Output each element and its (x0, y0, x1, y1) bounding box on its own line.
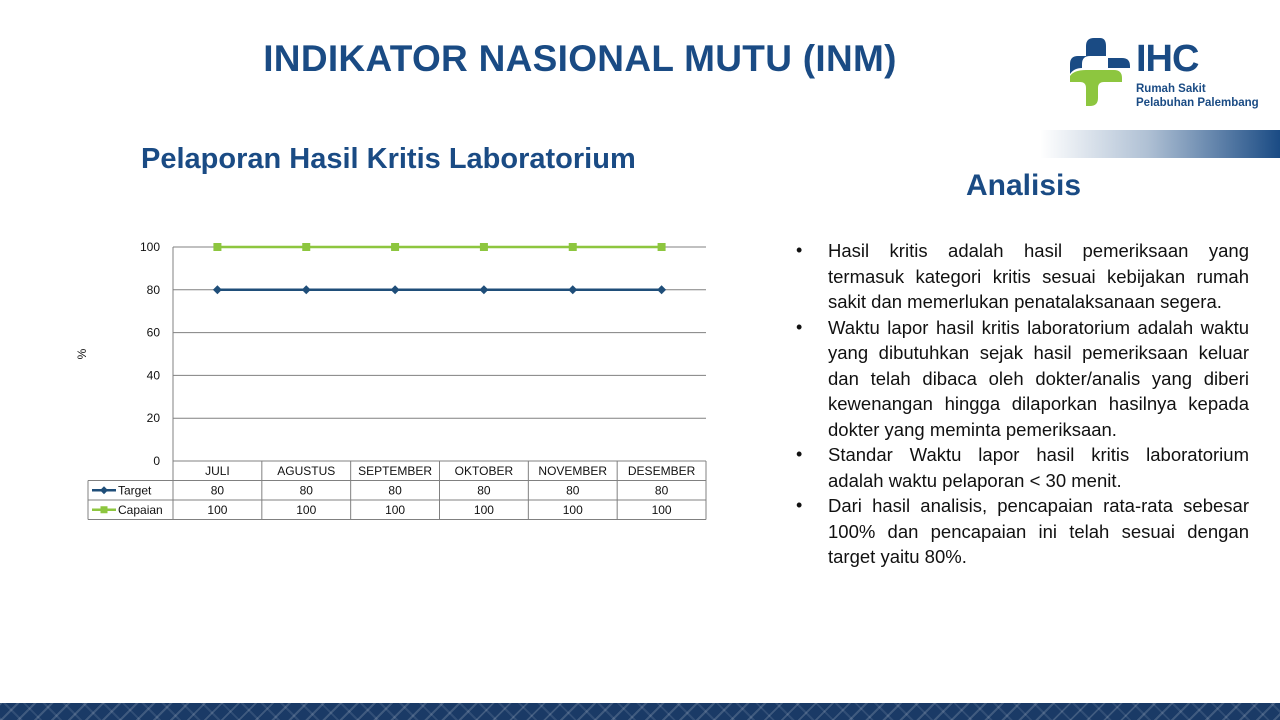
page-title: INDIKATOR NASIONAL MUTU (INM) (263, 38, 897, 79)
y-tick-label: 80 (146, 282, 160, 297)
analysis-bullet: • Standar Waktu lapor hasil kritis laboratorium adalah waktu pelaporan < 30 menit. (796, 442, 1249, 493)
data-label: 80 (210, 483, 225, 498)
y-tick-label: 60 (146, 325, 160, 340)
data-point-target (568, 285, 577, 294)
analysis-bullet: • Dari hasil analisis, pencapaian rata-rata sebesar 100% dan pencapaian ini telah sesuai dengan target yaitu 80%. (796, 493, 1249, 570)
analysis-bullet: • Hasil kritis adalah hasil pemeriksaan yang termasuk kategori kritis sesuai kebijakan rumah sakit dan memerlukan penatalaksanaan segera. (796, 238, 1249, 315)
x-tick-label: NOVEMBER (538, 464, 608, 478)
data-label: 100 (385, 502, 406, 517)
logo-name: IHC (1136, 38, 1199, 80)
footer-band (0, 703, 1280, 720)
legend-key-marker (100, 486, 108, 494)
data-point-capaian (658, 243, 666, 251)
data-label: 80 (299, 483, 313, 498)
data-label: 80 (477, 483, 491, 498)
hospital-logo (1064, 34, 1269, 114)
data-label: 100 (651, 502, 672, 517)
chart-title: Pelaporan Hasil Kritis Laboratorium (141, 143, 636, 175)
legend-label: Capaian (118, 502, 163, 517)
data-label: 80 (654, 483, 669, 498)
data-label: 100 (473, 502, 494, 517)
data-label: 100 (562, 502, 583, 517)
data-label: 80 (566, 483, 580, 498)
data-point-target (479, 285, 488, 294)
y-tick-label: 100 (139, 240, 160, 254)
y-tick-label: 20 (146, 411, 160, 426)
x-tick-label: OKTOBER (454, 464, 514, 478)
decorative-band (1040, 130, 1280, 158)
data-point-capaian (480, 243, 488, 251)
data-label: 100 (296, 502, 317, 517)
logo-line-1: Rumah Sakit (1136, 83, 1206, 95)
data-point-capaian (569, 243, 577, 251)
x-tick-label: AGUSTUS (277, 464, 336, 478)
x-tick-label: SEPTEMBER (358, 464, 433, 478)
data-point-target (657, 285, 666, 294)
analysis-bullet: • Waktu lapor hasil kritis laboratorium adalah waktu yang dibutuhkan sejak hasil pemeriksaan keluar dan telah dibaca oleh dokter/analis yang diberi kewenangan hingga dilaporkan hasilnya kepada dokter yang meminta pemeriksaan. (796, 315, 1249, 443)
data-point-capaian (391, 243, 399, 251)
line-chart (60, 225, 720, 525)
y-axis-label: % (75, 348, 89, 360)
data-label: 100 (207, 502, 228, 517)
legend-label: Target (118, 483, 152, 498)
data-point-target (391, 285, 400, 294)
analysis-list (796, 238, 1249, 570)
data-label: 80 (388, 483, 402, 498)
data-point-capaian (213, 243, 221, 251)
y-tick-label: 0 (153, 454, 160, 468)
data-point-target (213, 285, 222, 294)
logo-line-2: Pelabuhan Palembang (1136, 97, 1259, 109)
data-point-capaian (302, 243, 310, 251)
legend-key-marker (101, 506, 108, 513)
y-tick-label: 40 (146, 368, 160, 383)
x-tick-label: JULI (205, 464, 230, 478)
data-point-target (302, 285, 311, 294)
ihc-cross-icon (1064, 34, 1134, 109)
analysis-title: Analisis (966, 169, 1082, 202)
x-tick-label: DESEMBER (627, 464, 696, 478)
